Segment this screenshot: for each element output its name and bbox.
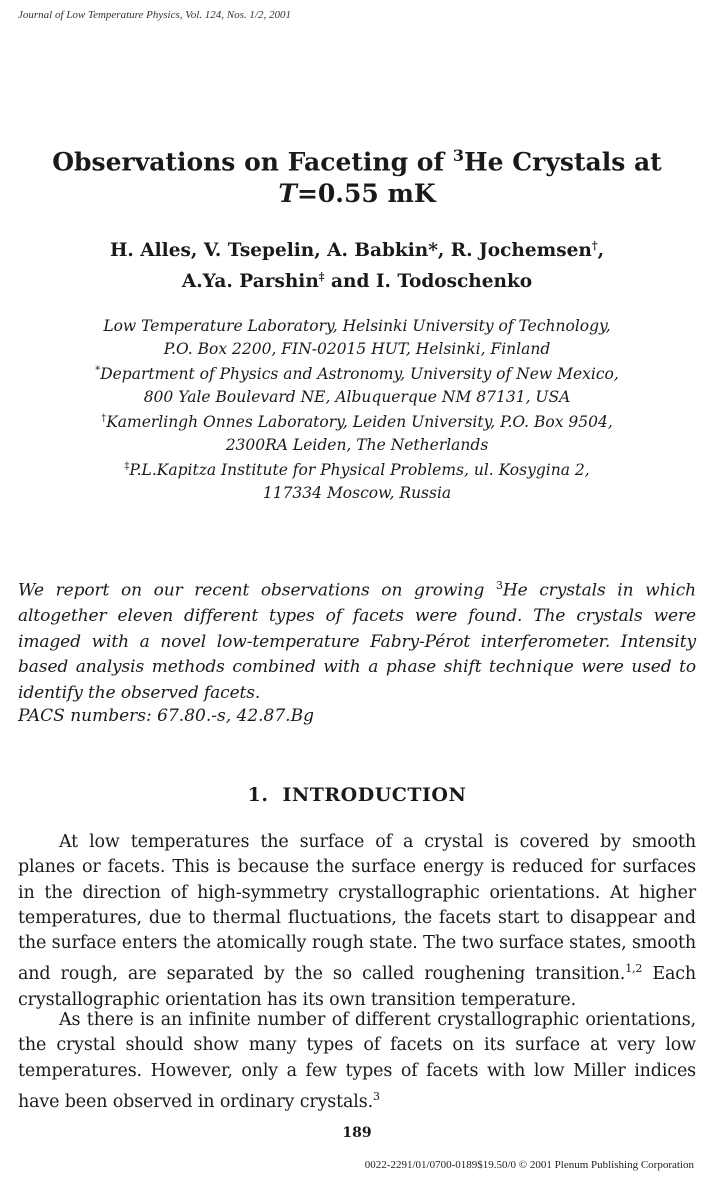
- author-name: R. Jochemsen: [450, 240, 592, 262]
- section-number: 1.: [247, 784, 269, 806]
- affiliation-line: P.O. Box 2200, FIN-02015 HUT, Helsinki, Finland: [163, 339, 551, 358]
- affiliations: [0, 315, 714, 504]
- author-name: H. Alles,: [109, 240, 204, 262]
- title-isotope-superscript: 3: [452, 146, 465, 165]
- author-list: [0, 233, 714, 295]
- affiliation-line: 117334 Moscow, Russia: [262, 483, 452, 502]
- citation-reference: 3: [373, 1089, 380, 1103]
- affiliation-mark: †: [101, 413, 107, 425]
- affiliation-line: *Department of Physics and Astronomy, University of New Mexico,: [95, 365, 619, 384]
- title-temperature-value: =0.55 mK: [296, 179, 436, 209]
- author-separator: ,: [597, 240, 605, 262]
- citation-reference: 1,2: [625, 962, 643, 976]
- affiliation-mark: *: [95, 365, 101, 376]
- affiliation-line: †Kamerlingh Onnes Laboratory, Leiden University, P.O. Box 9504,: [101, 413, 613, 432]
- copyright-line: 0022-2291/01/0700-0189$19.50/0 © 2001 Plenum Publishing Corporation: [364, 1159, 694, 1171]
- body-paragraph: As there is an infinite number of different crystallographic orientations, the crystal should show many types of facets on its surface at very low temperatures. However, only a few types of facets with low Miller indices have been observed in ordinary crystals.$^3$: [18, 1010, 696, 1112]
- affiliation-line: 2300RA Leiden, The Netherlands: [225, 435, 489, 454]
- section-title: INTRODUCTION: [282, 784, 467, 806]
- author-line-2: [0, 264, 714, 295]
- author-affiliation-mark: ‡: [318, 270, 325, 284]
- abstract: We report on our recent observations on growing $^3$He crystals in which altogether eleven different types of facets were found. The crystals were imaged with a novel low-temperature Fabry-Pérot interferometer. Intensity based analysis methods combined with a phase shift technique were used to identify the observed facets.: [18, 579, 696, 703]
- affiliation-mark: ‡: [124, 461, 130, 473]
- pacs-numbers: PACS numbers: 67.80.-s, 42.87.Bg: [18, 706, 314, 726]
- journal-header: Journal of Low Temperature Physics, Vol. 124, Nos. 1/2, 2001: [18, 9, 291, 21]
- title-text: Observations on Faceting of: [52, 147, 453, 177]
- paper-title: [0, 140, 714, 210]
- affiliation-line: ‡P.L.Kapitza Institute for Physical Problems, ul. Kosygina 2,: [124, 461, 590, 480]
- author-name: A. Babkin*,: [327, 240, 451, 262]
- page-number: 189: [342, 1125, 372, 1141]
- affiliation-line: Low Temperature Laboratory, Helsinki University of Technology,: [103, 317, 611, 335]
- author-line-1: [0, 233, 714, 264]
- author-name: A.Ya. Parshin: [181, 271, 319, 293]
- section-heading: [0, 784, 714, 806]
- author-name: V. Tsepelin,: [203, 240, 328, 262]
- abstract-isotope-superscript: 3: [496, 579, 503, 592]
- author-name: and I. Todoschenko: [324, 271, 533, 293]
- title-temperature-variable: T: [278, 179, 297, 209]
- author-affiliation-mark: †: [591, 239, 598, 252]
- body-paragraph: At low temperatures the surface of a crystal is covered by smooth planes or facets. This is because the surface energy is reduced for surfaces in the direction of high-symmetry crystallographic orientations. At higher temperatures, due to thermal fluctuations, the facets start to disappear and the surface enters the atomically rough state. The two surface states, smooth and rough, are separated by the so called roughening transition.$^{1,2}$ Each crystallographic orientation has its own transition temperature.: [18, 832, 697, 1010]
- affiliation-line: 800 Yale Boulevard NE, Albuquerque NM 87131, USA: [143, 387, 571, 406]
- title-text-rest: He Crystals at: [464, 147, 662, 177]
